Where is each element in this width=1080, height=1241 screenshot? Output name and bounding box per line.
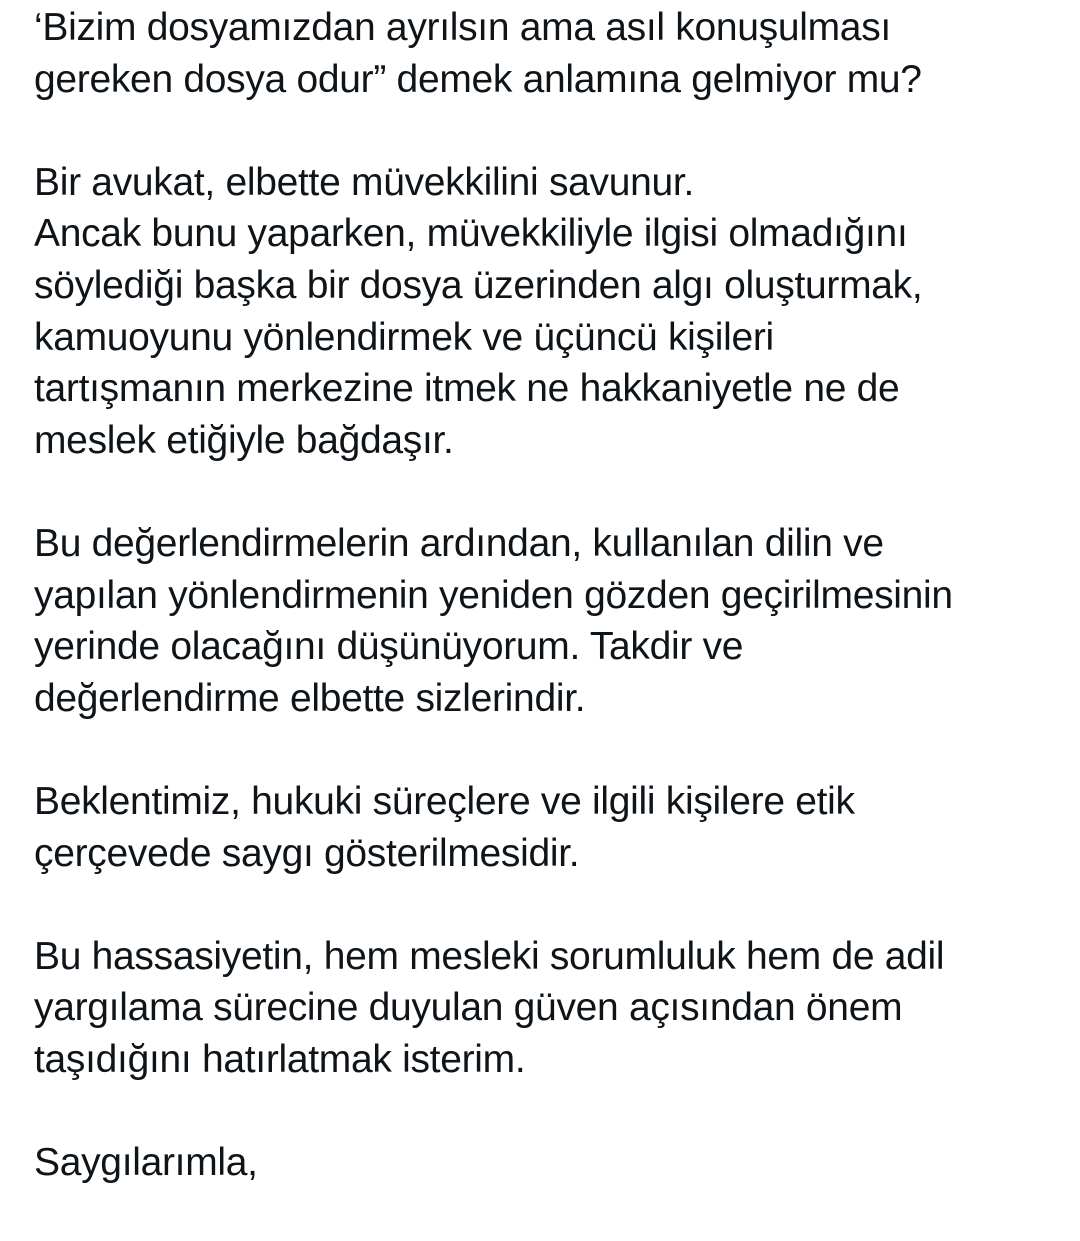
text-line: değerlendirme elbette sizlerindir. — [34, 676, 586, 720]
paragraph — [34, 157, 1064, 467]
paragraph — [34, 931, 1064, 1086]
closing-line: Saygılarımla, — [34, 1141, 258, 1185]
text-line: yerinde olacağını düşünüyorum. Takdir ve — [34, 625, 744, 669]
text-line: söylediği başka bir dosya üzerinden algı oluşturmak, — [34, 263, 923, 307]
paragraph — [34, 776, 1064, 879]
text-line: gereken dosya odur” demek anlamına gelmiyor mu? — [34, 57, 922, 101]
text-line: Beklentimiz, hukuki süreçlere ve ilgili kişilere etik — [34, 779, 855, 823]
text-line: Ancak bunu yaparken, müvekkiliyle ilgisi olmadığını — [34, 212, 908, 256]
text-line: ‘Bizim dosyamızdan ayrılsın ama asıl konuşulması — [34, 6, 891, 49]
text-line: yapılan yönlendirmenin yeniden gözden geçirilmesinin — [34, 573, 953, 617]
text-line: çerçevede saygı gösterilmesidir. — [34, 831, 580, 875]
text-line: tartışmanın merkezine itmek ne hakkaniyetle ne de — [34, 367, 900, 411]
text-line: Bu hassasiyetin, hem mesleki sorumluluk hem de adil — [34, 934, 945, 978]
paragraph — [34, 1137, 1064, 1189]
text-line: yargılama sürecine duyulan güven açısından önem — [34, 986, 903, 1030]
text-line: taşıdığını hatırlatmak isterim. — [34, 1037, 526, 1081]
text-line: Bu değerlendirmelerin ardından, kullanılan dilin ve — [34, 521, 884, 565]
paragraph — [34, 518, 1064, 724]
text-line: meslek etiğiyle bağdaşır. — [34, 418, 454, 462]
post-text — [34, 2, 1064, 1189]
paragraph — [34, 2, 1064, 105]
text-line: Bir avukat, elbette müvekkilini savunur. — [34, 160, 694, 204]
text-line: kamuoyunu yönlendirmek ve üçüncü kişileri — [34, 315, 774, 359]
